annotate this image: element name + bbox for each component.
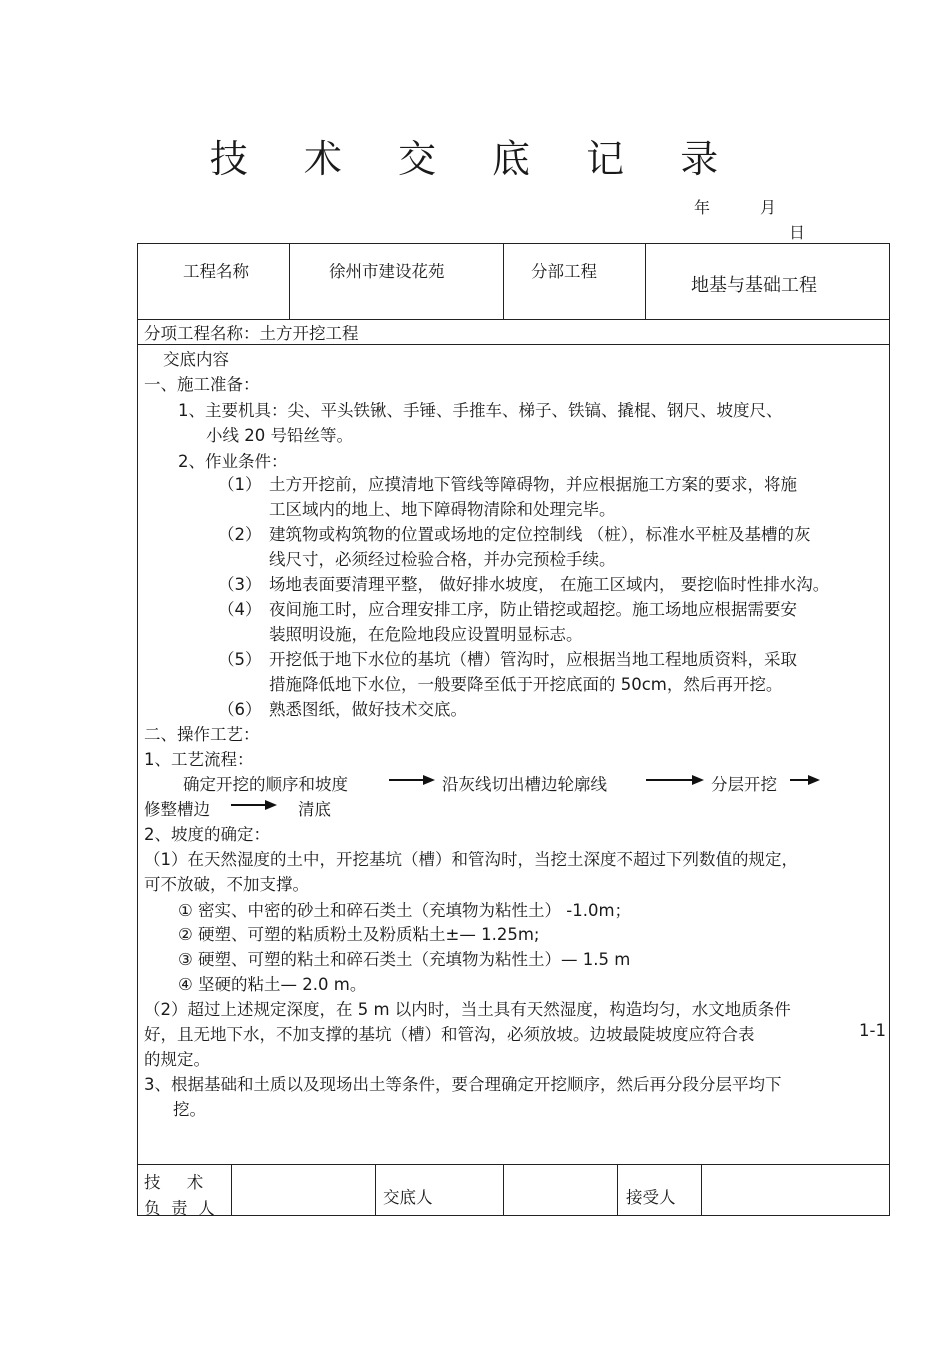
slope-heading: 2、坡度的确定： <box>144 825 270 844</box>
condition-1-line-2: 工区域内的地上、地下障碍物清除和处理完毕。 <box>269 500 616 519</box>
slope-table-ref: 1-1 <box>859 1021 886 1040</box>
row-divider <box>138 1164 889 1165</box>
tech-lead-label-2: 负 责 人 <box>144 1199 215 1218</box>
col-divider <box>701 1164 702 1215</box>
condition-3-number: （3） <box>218 575 262 594</box>
section-1-heading: 一、施工准备： <box>144 375 260 394</box>
condition-2-line-2: 线尺寸，必须经过检验合格，并办完预检手续。 <box>269 550 616 569</box>
condition-5-line-2: 措施降低地下水位，一般要降至低于开挖底面的 50cm，然后再开挖。 <box>269 675 783 694</box>
col-divider <box>645 244 646 319</box>
slope-para-2-line-2: 好，且无地下水，不加支撑的基坑（槽）和管沟，必须放坡。边坡最陡坡度应符合表 <box>144 1025 755 1044</box>
slope-item-3: ③ 硬塑、可塑的粘土和碎石类土（充填物为粘性土）— 1.5 m <box>178 950 631 969</box>
flow-arrow-icon <box>646 773 704 787</box>
slope-para-1-line-1: （1）在天然湿度的土中，开挖基坑（槽）和管沟时，当挖土深度不超过下列数值的规定， <box>144 850 798 869</box>
condition-4-line-1: 夜间施工时，应合理安排工序，防止错挖或超挖。施工场地应根据需要安 <box>269 600 797 619</box>
flow-step-1: 确定开挖的顺序和坡度 <box>183 775 348 794</box>
condition-5-line-1: 开挖低于地下水位的基坑（槽）管沟时，应根据当地工程地质资料，采取 <box>269 650 797 669</box>
condition-2-line-1: 建筑物或构筑物的位置或场地的定位控制线 （桩），标准水平桩及基槽的灰 <box>269 525 811 544</box>
flow-step-4: 修整槽边 <box>144 800 210 819</box>
project-name-label: 工程名称 <box>183 262 249 281</box>
slope-para-2-line-1: （2）超过上述规定深度，在 5 m 以内时，当土具有天然湿度，构造均匀，水文地质条件 <box>144 1000 791 1019</box>
flow-arrow-icon <box>790 773 820 787</box>
content-heading: 交底内容 <box>163 350 229 369</box>
col-divider <box>375 1164 376 1215</box>
col-divider <box>617 1164 618 1215</box>
flow-step-2: 沿灰线切出槽边轮廓线 <box>442 775 607 794</box>
condition-2-number: （2） <box>218 525 262 544</box>
receiver-label: 接受人 <box>626 1188 676 1207</box>
condition-4-line-2: 装照明设施，在危险地段应设置明显标志。 <box>269 625 583 644</box>
col-divider <box>289 244 290 319</box>
condition-1-number: （1） <box>218 475 262 494</box>
col-divider <box>231 1164 232 1215</box>
project-name-value: 徐州市建设花苑 <box>329 262 445 281</box>
condition-4-number: （4） <box>218 600 262 619</box>
tools-line-1: 1、主要机具：尖、平头铁锹、手锤、手推车、梯子、铁镐、撬棍、钢尺、坡度尺、 <box>178 401 783 420</box>
section-3-line-1: 3、根据基础和土质以及现场出土等条件，要合理确定开挖顺序，然后再分段分层平均下 <box>144 1075 782 1094</box>
slope-para-2-line-3: 的规定。 <box>144 1050 210 1069</box>
flow-arrow-icon <box>389 773 435 787</box>
section-3-line-2: 挖。 <box>173 1100 206 1119</box>
condition-6-line-1: 熟悉图纸，做好技术交底。 <box>269 700 467 719</box>
tools-line-2: 小线 20 号铅丝等。 <box>206 426 353 445</box>
flow-step-5: 清底 <box>298 800 331 819</box>
section-2-heading: 二、操作工艺： <box>144 725 260 744</box>
slope-item-2: ② 硬塑、可塑的粘质粉土及粉质粘土±— 1.25m; <box>178 925 540 944</box>
date-day: 日 <box>789 223 806 242</box>
slope-item-4: ④ 坚硬的粘土— 2.0 m。 <box>178 975 367 994</box>
condition-5-number: （5） <box>218 650 262 669</box>
disclosure-table <box>137 243 890 1216</box>
division-label: 分部工程 <box>531 262 597 281</box>
discloser-label: 交底人 <box>383 1188 433 1207</box>
condition-6-number: （6） <box>218 700 262 719</box>
document-title: 技 术 交 底 记 录 <box>209 137 741 181</box>
flow-step-3: 分层开挖 <box>711 775 777 794</box>
slope-item-1: ① 密实、中密的砂土和碎石类土（充填物为粘性土） -1.0m； <box>178 901 632 920</box>
process-flow-heading: 1、工艺流程： <box>144 750 254 769</box>
condition-1-line-1: 土方开挖前，应摸清地下管线等障碍物，并应根据施工方案的要求，将施 <box>269 475 797 494</box>
subitem-name: 分项工程名称：土方开挖工程 <box>144 324 359 343</box>
row-divider <box>138 344 889 345</box>
conditions-heading: 2、作业条件： <box>178 452 288 471</box>
division-value: 地基与基础工程 <box>691 275 817 296</box>
tech-lead-label-1: 技 术 <box>144 1173 204 1192</box>
date-year: 年 <box>694 198 711 217</box>
date-month: 月 <box>760 198 777 217</box>
slope-para-1-line-2: 可不放破，不加支撑。 <box>144 875 309 894</box>
condition-3-line-1: 场地表面要清理平整， 做好排水坡度， 在施工区域内， 要挖临时性排水沟。 <box>269 575 830 594</box>
flow-arrow-icon <box>231 798 277 812</box>
col-divider <box>503 244 504 319</box>
col-divider <box>503 1164 504 1215</box>
